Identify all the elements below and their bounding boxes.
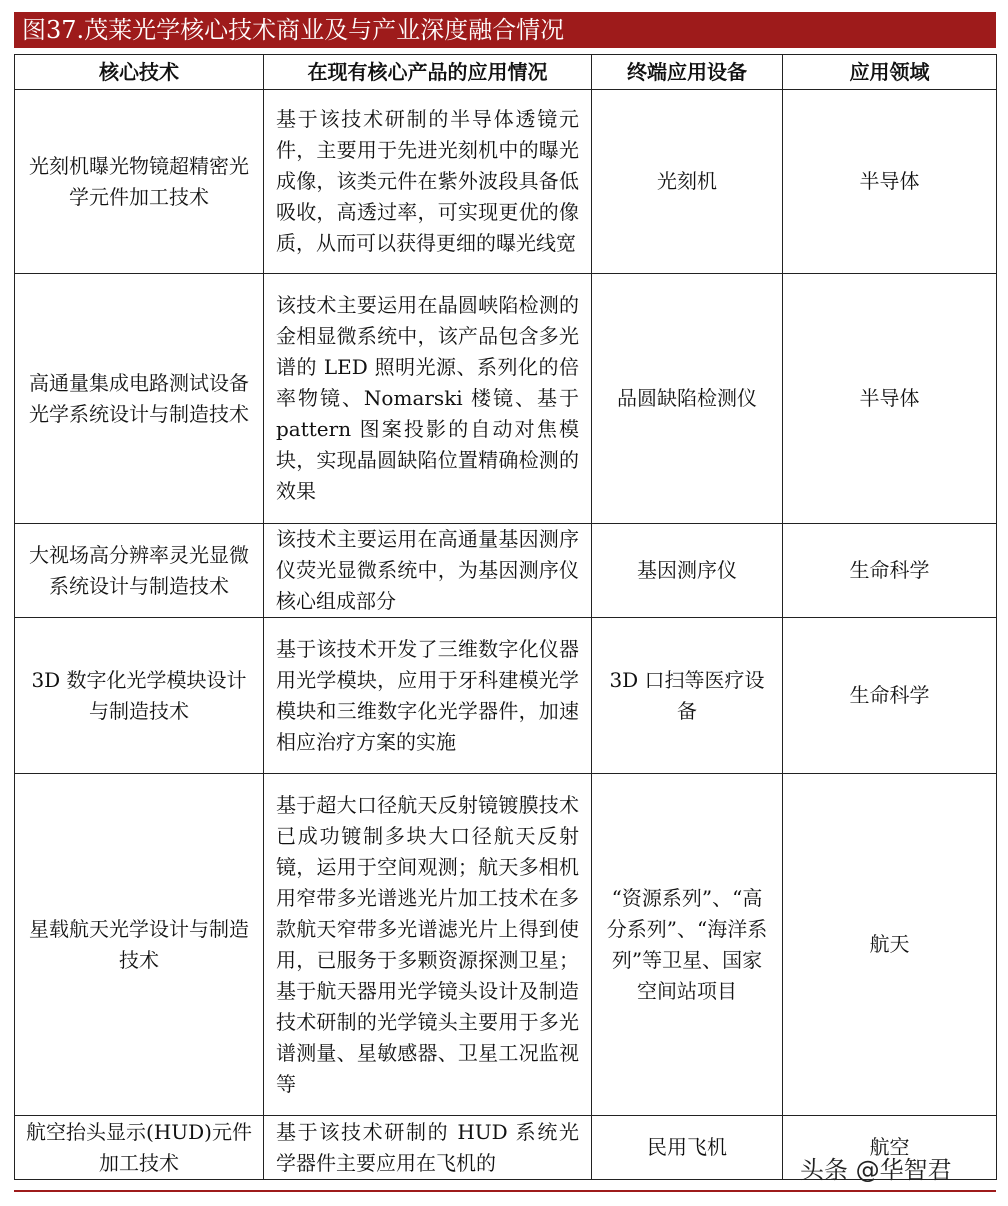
cell-field: 生命科学	[783, 524, 997, 618]
cell-device: “资源系列”、“高分系列”、“海洋系列”等卫星、国家空间站项目	[592, 774, 783, 1116]
cell-field: 半导体	[783, 274, 997, 524]
cell-field: 航空	[783, 1116, 997, 1180]
cell-application: 基于超大口径航天反射镜镀膜技术已成功镀制多块大口径航天反射镜，运用于空间观测；航天多相机用窄带多光谱逃光片加工技术在多款航天窄带多光谱滤光片上得到使用，已服务于多颗资源探测卫星；基于航天器用光学镜头设计及制造技术研制的光学镜头主要用于多光谱测量、星敏感器、卫星工况监视等	[264, 774, 592, 1116]
cell-application: 该技术主要运用在高通量基因测序仪荧光显微系统中，为基因测序仪核心组成部分	[264, 524, 592, 618]
cell-field: 生命科学	[783, 618, 997, 774]
cell-device: 基因测序仪	[592, 524, 783, 618]
bottom-rule	[14, 1190, 996, 1192]
header-core-tech: 核心技术	[15, 55, 264, 90]
cell-application: 基于该技术开发了三维数字化仪器用光学模块，应用于牙科建模光学模块和三维数字化光学器件，加速相应治疗方案的实施	[264, 618, 592, 774]
cell-tech: 光刻机曝光物镜超精密光学元件加工技术	[15, 90, 264, 274]
cell-device: 3D 口扫等医疗设备	[592, 618, 783, 774]
header-device: 终端应用设备	[592, 55, 783, 90]
cell-tech: 星载航天光学设计与制造技术	[15, 774, 264, 1116]
cell-device: 品圆缺陷检测仪	[592, 274, 783, 524]
cell-device: 光刻机	[592, 90, 783, 274]
figure-title: 图37.茂莱光学核心技术商业及与产业深度融合情况	[14, 12, 996, 48]
table-row	[15, 524, 997, 618]
cell-field: 航天	[783, 774, 997, 1116]
cell-application: 基于该技术研制的半导体透镜元件，主要用于先进光刻机中的曝光成像，该类元件在紫外波段具备低吸收，高透过率，可实现更优的像质，从而可以获得更细的曝光线宽	[264, 90, 592, 274]
cell-tech: 大视场高分辨率灵光显微系统设计与制造技术	[15, 524, 264, 618]
header-field: 应用领域	[783, 55, 997, 90]
cell-application: 该技术主要运用在晶圆峡陷检测的金相显微系统中，该产品包含多光谱的 LED 照明光源、系列化的倍率物镜、Nomarski 楼镜、基于 pattern 图案投影的自动对焦模块，实现晶圆缺陷位置精确检测的效果	[264, 274, 592, 524]
cell-tech: 航空抬头显示(HUD)元件加工技术	[15, 1116, 264, 1180]
cell-tech: 3D 数字化光学模块设计与制造技术	[15, 618, 264, 774]
cell-device: 民用飞机	[592, 1116, 783, 1180]
watermark-text: 头条 @华智君	[800, 1156, 952, 1184]
header-application: 在现有核心产品的应用情况	[264, 55, 592, 90]
header-row	[15, 55, 997, 90]
table-row	[15, 774, 997, 1116]
cell-tech: 高通量集成电路测试设备光学系统设计与制造技术	[15, 274, 264, 524]
cell-field: 半导体	[783, 90, 997, 274]
table-row	[15, 618, 997, 774]
table-row	[15, 274, 997, 524]
cell-application: 基于该技术研制的 HUD 系统光学器件主要应用在飞机的	[264, 1116, 592, 1180]
tech-table	[14, 54, 997, 1180]
table-row	[15, 90, 997, 274]
